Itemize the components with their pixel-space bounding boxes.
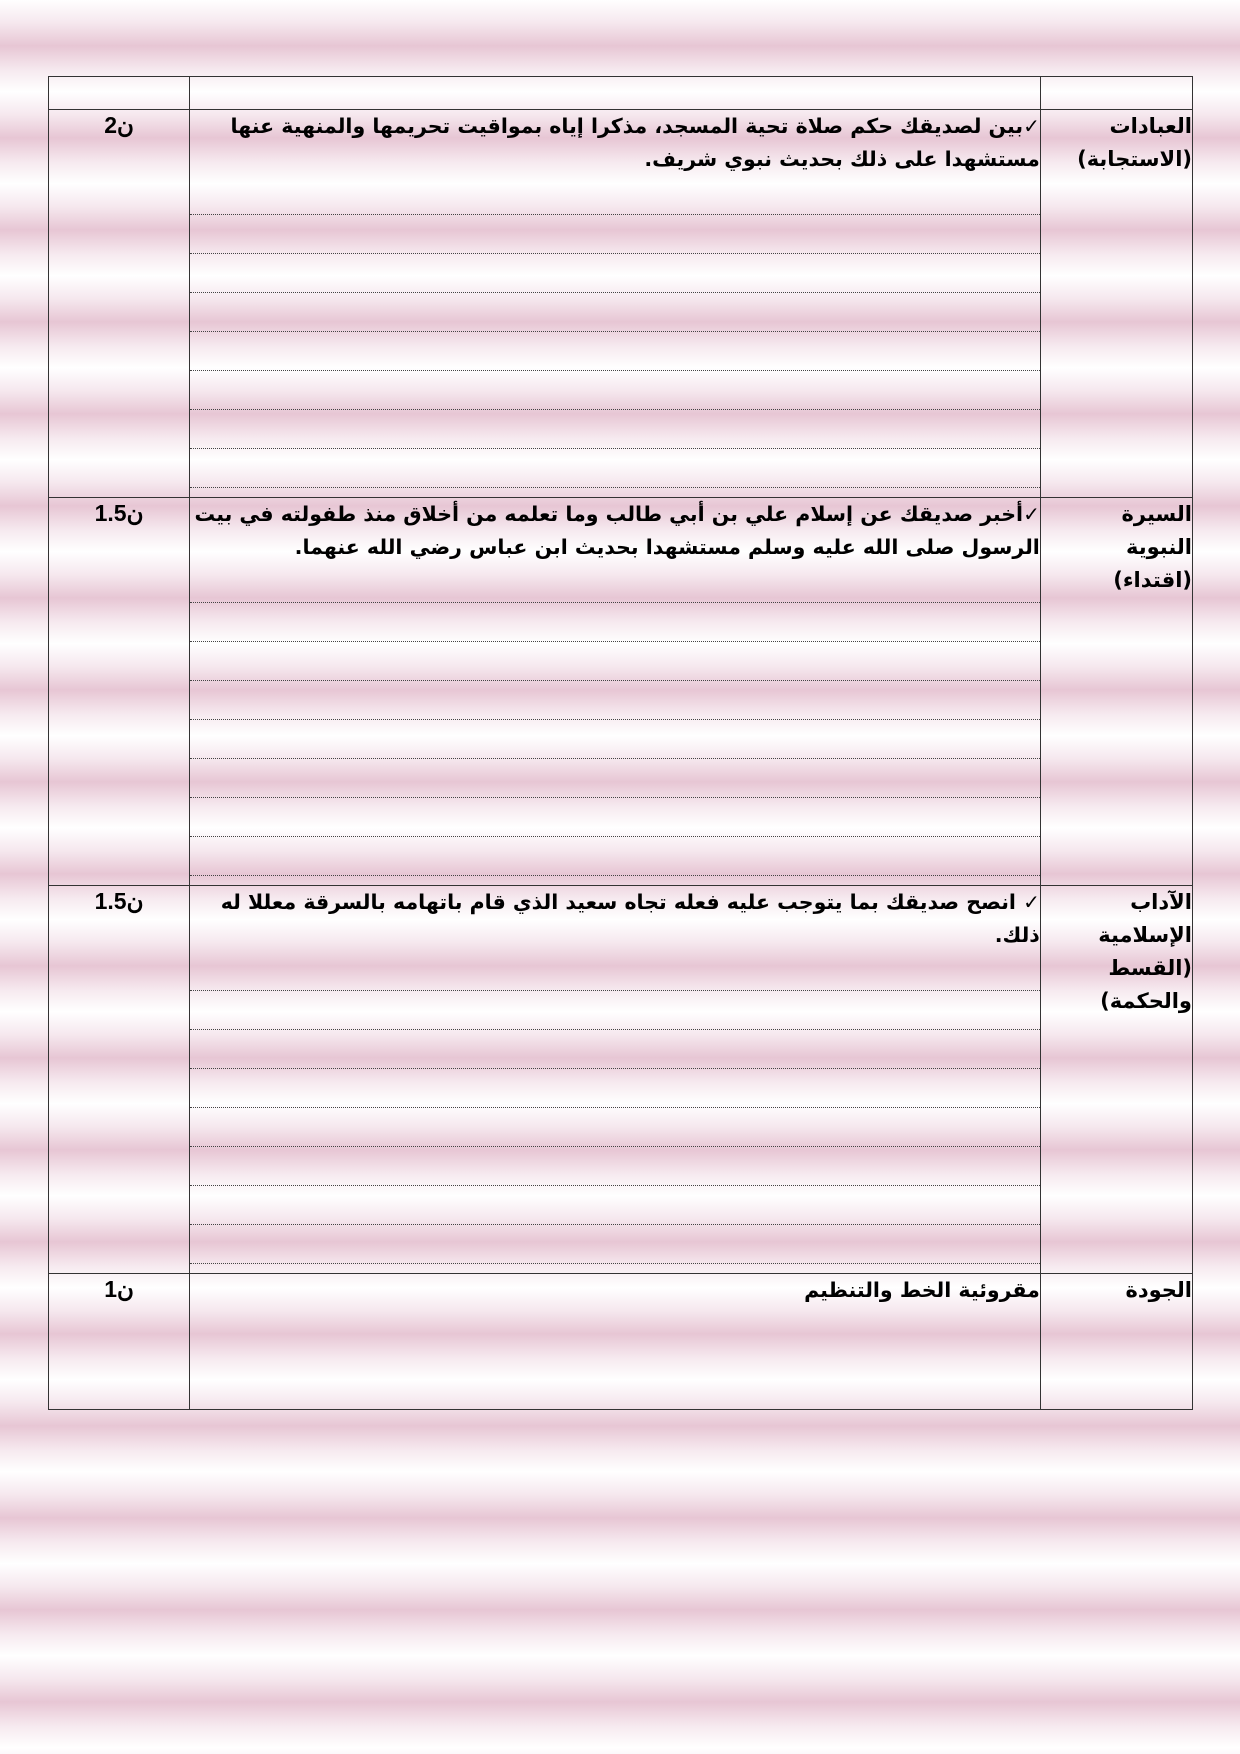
question-line: [190, 110, 1040, 143]
domain-value-label: والحكمة): [1100, 989, 1192, 1013]
question-text: انصح صديقك بما يتوجب عليه فعله تجاه سعيد الذي قام باتهامه بالسرقة معللا له: [220, 890, 1024, 914]
answer-line[interactable]: [190, 176, 1040, 215]
domain-cell: [1040, 886, 1192, 1274]
domain-label: النبوية: [1125, 535, 1192, 559]
score-cell: 2ن: [49, 110, 190, 498]
quality-row: [49, 1274, 1193, 1410]
answer-line[interactable]: [190, 642, 1040, 681]
answer-line[interactable]: [190, 449, 1040, 488]
answer-line[interactable]: [190, 332, 1040, 371]
answer-line[interactable]: [190, 1147, 1040, 1186]
answer-line[interactable]: [190, 603, 1040, 642]
domain-cell: [1040, 498, 1192, 886]
quality-criterion-text: مقروئية الخط والتنظيم: [804, 1278, 1040, 1302]
question-cell: [190, 110, 1041, 498]
quality-criterion-cell: [190, 1274, 1041, 1410]
check-mark-icon: ✓: [1023, 114, 1040, 138]
header-score-cell: [49, 77, 190, 110]
answer-line[interactable]: [190, 1069, 1040, 1108]
answer-line[interactable]: [190, 215, 1040, 254]
domain-label: العبادات: [1109, 114, 1192, 138]
answer-area[interactable]: [190, 564, 1040, 876]
answer-line[interactable]: [190, 837, 1040, 876]
answer-line[interactable]: [190, 1186, 1040, 1225]
question-line: مستشهدا على ذلك بحديث نبوي شريف.: [644, 147, 1040, 171]
domain-cell: [1040, 110, 1192, 498]
question-text: بين لصديقك حكم صلاة تحية المسجد، مذكرا إياه بمواقيت تحريمها والمنهية عنها: [230, 114, 1024, 138]
question-row-sira: [49, 498, 1193, 886]
header-domain-cell: [1040, 77, 1192, 110]
score-cell: 1.5ن: [49, 498, 190, 886]
domain-cell: [1040, 1274, 1192, 1410]
header-row: [49, 77, 1193, 110]
domain-value-label: (القسط: [1108, 956, 1192, 980]
score-cell: 1ن: [49, 1274, 190, 1410]
answer-line[interactable]: [190, 1108, 1040, 1147]
question-row-worship: [49, 110, 1193, 498]
exam-answer-table: [48, 76, 1193, 1410]
domain-label: الجودة: [1125, 1278, 1192, 1302]
answer-line[interactable]: [190, 564, 1040, 603]
answer-line[interactable]: [190, 991, 1040, 1030]
answer-line[interactable]: [190, 720, 1040, 759]
question-line: [190, 886, 1040, 919]
question-line: الرسول صلى الله عليه وسلم مستشهدا بحديث ابن عباس رضي الله عنهما.: [294, 535, 1040, 559]
answer-line[interactable]: [190, 254, 1040, 293]
answer-line[interactable]: [190, 293, 1040, 332]
question-cell: [190, 498, 1041, 886]
question-row-manners: [49, 886, 1193, 1274]
answer-area[interactable]: [190, 952, 1040, 1264]
question-line: ذلك.: [994, 923, 1040, 947]
domain-label: الآداب: [1130, 890, 1192, 914]
question-line: [190, 498, 1040, 531]
domain-label: السيرة: [1121, 502, 1192, 526]
score-cell: 1.5ن: [49, 886, 190, 1274]
answer-line[interactable]: [190, 798, 1040, 837]
check-mark-icon: ✓: [1023, 890, 1040, 914]
domain-label: الإسلامية: [1098, 923, 1192, 947]
answer-line[interactable]: [190, 681, 1040, 720]
domain-value-label: (الاستجابة): [1077, 147, 1192, 171]
question-cell: [190, 886, 1041, 1274]
answer-line[interactable]: [190, 1030, 1040, 1069]
domain-value-label: (اقتداء): [1113, 568, 1192, 592]
answer-line[interactable]: [190, 759, 1040, 798]
answer-line[interactable]: [190, 952, 1040, 991]
answer-area[interactable]: [190, 176, 1040, 488]
question-text: أخبر صديقك عن إسلام علي بن أبي طالب وما تعلمه من أخلاق منذ طفولته في بيت: [194, 502, 1024, 526]
answer-line[interactable]: [190, 371, 1040, 410]
check-mark-icon: ✓: [1023, 502, 1040, 526]
header-question-cell: [190, 77, 1041, 110]
answer-line[interactable]: [190, 1225, 1040, 1264]
answer-line[interactable]: [190, 410, 1040, 449]
